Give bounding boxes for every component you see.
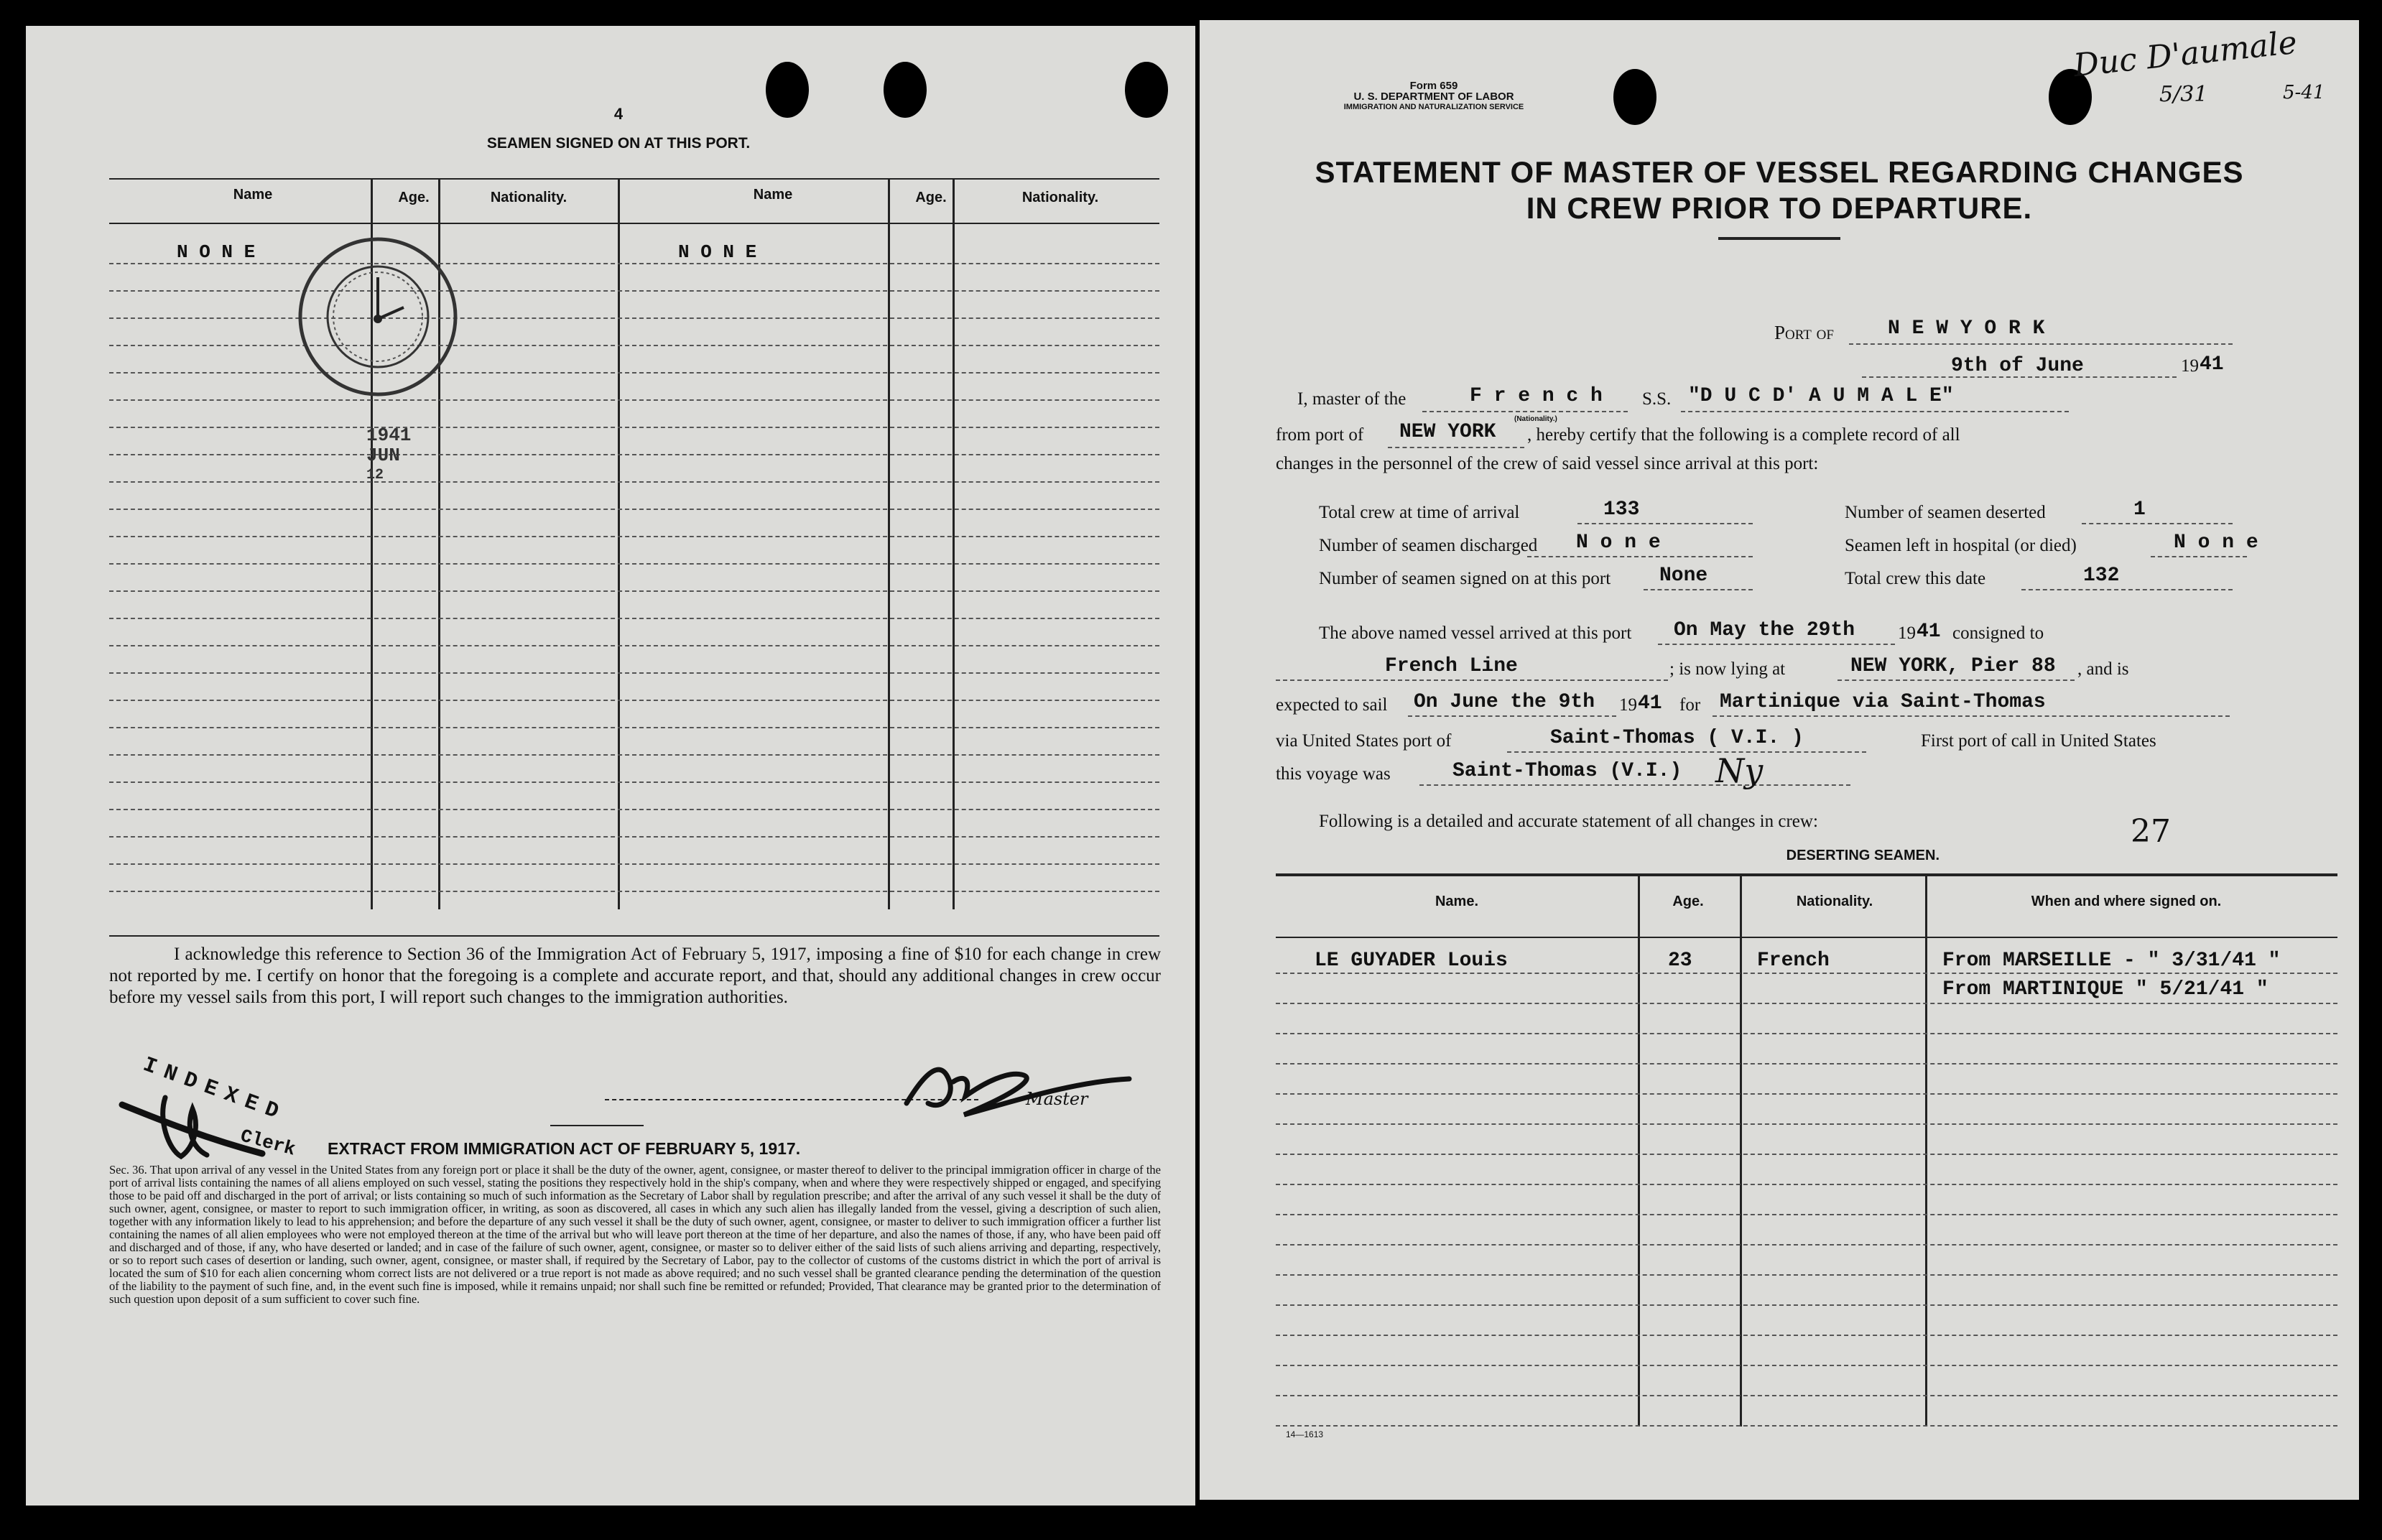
for-label: for: [1679, 695, 1701, 715]
row-line: [1276, 1335, 2337, 1336]
lying-label: ; is now lying at: [1669, 659, 1786, 679]
clerk-stamp: Clerk: [238, 1125, 298, 1161]
row-line: [109, 536, 1159, 537]
row-line: [109, 263, 1159, 264]
arrived-label: The above named vessel arrived at this port: [1319, 623, 1632, 643]
row-line: [1276, 1304, 2337, 1306]
master-label: Master: [1026, 1089, 1088, 1109]
row-line: [109, 563, 1159, 565]
entry-none-right: N O N E: [678, 241, 757, 263]
col-name: Name.: [1435, 894, 1479, 909]
total-date-value: 132: [2083, 565, 2120, 587]
row-line: [1276, 1244, 2337, 1246]
entry-none-left: N O N E: [177, 241, 256, 263]
col-age: Age.: [1672, 894, 1704, 909]
and-is-label: , and is: [2077, 659, 2129, 679]
signed-on-label: Number of seamen signed on at this port: [1319, 569, 1611, 588]
discharged-label: Number of seamen discharged: [1319, 536, 1538, 555]
row-line: [109, 754, 1159, 756]
deserter-signed-on: From MARTINIQUE " 5/21/41 ": [1942, 978, 2269, 1001]
clerk-initials-signature: [115, 1069, 273, 1169]
handwritten-ship-name: Duc D'aumale: [2072, 24, 2299, 85]
row-line: [109, 781, 1159, 783]
row-line: [109, 427, 1159, 428]
hospital-value: N o n e: [2174, 532, 2258, 554]
total-arrival-value: 133: [1603, 498, 1640, 521]
left-page: [26, 26, 1195, 1506]
row-line: [109, 481, 1159, 483]
deserting-title: DESERTING SEAMEN.: [1786, 848, 1940, 863]
section-title: SEAMEN SIGNED ON AT THIS PORT.: [486, 135, 751, 152]
deserted-label: Number of seamen deserted: [1845, 503, 2046, 522]
expected-label: expected to sail: [1276, 695, 1388, 715]
row-line: [109, 672, 1159, 674]
row-line: [1276, 1123, 2337, 1125]
master-of-label: I, master of the: [1297, 389, 1407, 409]
row-line: [109, 700, 1159, 701]
row-line: [1276, 1003, 2337, 1004]
row-line: [109, 290, 1159, 292]
nationality-caption: (Nationality.): [1514, 415, 1557, 423]
arrived-year-value: 41: [1917, 621, 1941, 643]
date-value: 9th of June: [1951, 355, 2084, 377]
row-line: [109, 891, 1159, 892]
col-age-2: Age.: [915, 190, 947, 205]
via-label: via United States port of: [1276, 731, 1452, 751]
row-line: [1276, 1274, 2337, 1276]
year-value: 41: [2200, 353, 2224, 376]
row-line: [109, 590, 1159, 592]
nationality-value: F r e n c h: [1470, 385, 1603, 407]
col-when-where: When and where signed on.: [2031, 894, 2222, 909]
voyage-label: this voyage was: [1276, 764, 1391, 784]
col-name-2: Name: [753, 187, 793, 203]
total-arrival-label: Total crew at time of arrival: [1319, 503, 1520, 522]
col-nationality: Nationality.: [490, 190, 567, 205]
ss-label: S.S.: [1642, 389, 1672, 409]
row-line: [1276, 1395, 2337, 1396]
row-line: [109, 345, 1159, 346]
form-header: Form 659 U. S. DEPARTMENT OF LABOR IMMIGRATION AND NATURALIZATION SERVICE: [1343, 80, 1524, 111]
hospital-label: Seamen left in hospital (or died): [1845, 536, 2077, 555]
discharged-value: N o n e: [1576, 532, 1661, 554]
row-line: [109, 809, 1159, 810]
row-line: [1276, 1063, 2337, 1064]
col-nationality: Nationality.: [1796, 894, 1873, 909]
acknowledgement-text: I acknowledge this reference to Section 36 of the Immigration Act of February 5, 1917, imposing a fine of $10 for each change in crew not reported by me. I certify on honor that the foregoing is a complete and accurate report, and that, should any additional changes in crew occur before my vessel sails from this port, I will report such changes to the immigration authorities.: [109, 945, 1161, 1007]
row-line: [1276, 1093, 2337, 1095]
extract-body: Sec. 36. That upon arrival of any vessel in the United States from any foreign port or place it shall be the duty of the owner, agent, consignee, or master thereof to deliver to the principal immigration officer in charge of the port of arrival lists containing the names of all aliens employed on such vessel, stating the positions they respectively hold in the ship's company, when and where they were respectively shipped or engaged, and specifying those to be paid off and discharged in the port of arrival; or lists containing so much of such information as the Secretary of Labor shall by regulation prescribe; and after the arrival of any such vessel it shall be the duty of such owner, agent, consignee, or master to report to such immigration officer, in writing, as soon as discovered, all cases in which any such alien has illegally landed from the vessel, giving a description of such alien, together with any information likely to lead to his apprehension; and before the departure of any such vessel it shall be the duty of such owner, agent, consignee, or master to deliver to such immigration officer a further list containing the names of all alien employees who were not employed thereon at the time of the arrival but who will leave port thereon at the time of her departure, and also the names of those, if any, who have been paid off and discharged and of those, if any, who have deserted or landed; and in case of the failure of such owner, agent, consignee, or master so to deliver either of the said lists of such aliens arriving and departing, respectively, or so to report such cases of desertion or landing, such owner, agent, consignee, or master shall, if required by the Secretary of Labor, pay to the collector of customs of the customs district in which the port of arrival is located the sum of $10 for each alien concerning whom correct lists are not delivered or a true report is not made as above required; and no such vessel shall be granted clearance pending the determination of the question of the liability to the payment of such fine, and, in the event such fine is imposed, while it remains unpaid; nor shall such fine be remitted or refunded; Provided, That clearance may be granted prior to the determination of such question upon deposit of a sum sufficient to cover such fine.: [109, 1163, 1161, 1306]
indexed-stamp: INDEXED: [139, 1053, 290, 1128]
from-port-value: NEW YORK: [1399, 421, 1496, 443]
arrived-value: On May the 29th: [1674, 619, 1855, 641]
lying-value: NEW YORK, Pier 88: [1850, 655, 2056, 677]
arrived-year-prefix: 19: [1898, 623, 1916, 643]
deserter-nationality: French: [1757, 950, 1830, 972]
row-line: [109, 399, 1159, 401]
row-line: [109, 645, 1159, 646]
deserter-name: LE GUYADER Louis: [1315, 950, 1508, 972]
row-line: [109, 727, 1159, 728]
row-line: [1276, 1033, 2337, 1034]
form-title-line1: STATEMENT OF MASTER OF VESSEL REGARDING CHANGES: [1315, 155, 2244, 189]
port-value: N E W Y O R K: [1888, 317, 2045, 340]
consignee-value: French Line: [1385, 655, 1518, 677]
row-line: [1276, 1154, 2337, 1155]
row-line: [109, 836, 1159, 838]
deserted-value: 1: [2133, 498, 2146, 521]
col-name: Name: [233, 187, 273, 203]
ship-name: "D U C D' A U M A L E": [1688, 385, 1954, 407]
handwritten-ref-2: 5-41: [2283, 82, 2325, 103]
row-line: [109, 372, 1159, 374]
page-number: 4: [613, 105, 624, 123]
signed-on-value: None: [1659, 565, 1708, 587]
row-line: [109, 509, 1159, 510]
handwritten-ref: 5/31: [2159, 82, 2208, 107]
first-port-label: First port of call in United States: [1921, 731, 2156, 751]
voyage-handwritten: Ny: [1715, 751, 1764, 790]
sail-year-prefix: 19: [1619, 695, 1637, 715]
following-label: Following is a detailed and accurate statement of all changes in crew:: [1319, 812, 1818, 831]
extract-title: EXTRACT FROM IMMIGRATION ACT OF FEBRUARY 5, 1917.: [328, 1139, 801, 1158]
row-line: [109, 618, 1159, 619]
row-line: [1276, 973, 2337, 974]
row-line: [1276, 1214, 2337, 1215]
destination-value: Martinique via Saint-Thomas: [1720, 691, 2046, 713]
deserter-age: 23: [1668, 950, 1692, 972]
col-age: Age.: [398, 190, 430, 205]
page-count: 27: [2131, 813, 2171, 850]
sail-value: On June the 9th: [1414, 691, 1595, 713]
master-signature: [885, 1053, 1144, 1132]
consigned-label: consigned to: [1952, 623, 2044, 643]
via-value: Saint-Thomas ( V.I. ): [1550, 727, 1804, 749]
total-date-label: Total crew this date: [1845, 569, 1986, 588]
punch-hole: [1613, 69, 1656, 125]
voyage-value: Saint-Thomas (V.I.): [1452, 760, 1682, 782]
from-port-label: from port of: [1276, 425, 1364, 445]
row-line: [109, 863, 1159, 865]
sail-year-value: 41: [1638, 692, 1662, 715]
certify-text-2: changes in the personnel of the crew of said vessel since arrival at this port:: [1276, 454, 1819, 473]
col-nationality-2: Nationality.: [1021, 190, 1099, 205]
row-line: [109, 454, 1159, 455]
right-page: [1200, 20, 2359, 1500]
year-prefix: 19: [2181, 356, 2199, 376]
immigration-stamp: [270, 234, 486, 399]
row-line: [109, 317, 1159, 319]
port-label: Port of: [1774, 322, 1834, 343]
footer-code: 14—1613: [1286, 1429, 1324, 1439]
row-line: [1276, 1425, 2337, 1427]
row-line: [1276, 1184, 2337, 1185]
stamp-date: 1941 JUN 12: [366, 425, 412, 483]
certify-text: , hereby certify that the following is a complete record of all: [1527, 425, 1960, 445]
form-title-line2: IN CREW PRIOR TO DEPARTURE.: [1526, 191, 2033, 225]
row-line: [1276, 1365, 2337, 1366]
deserter-signed-on: From MARSEILLE - " 3/31/41 ": [1942, 950, 2281, 972]
